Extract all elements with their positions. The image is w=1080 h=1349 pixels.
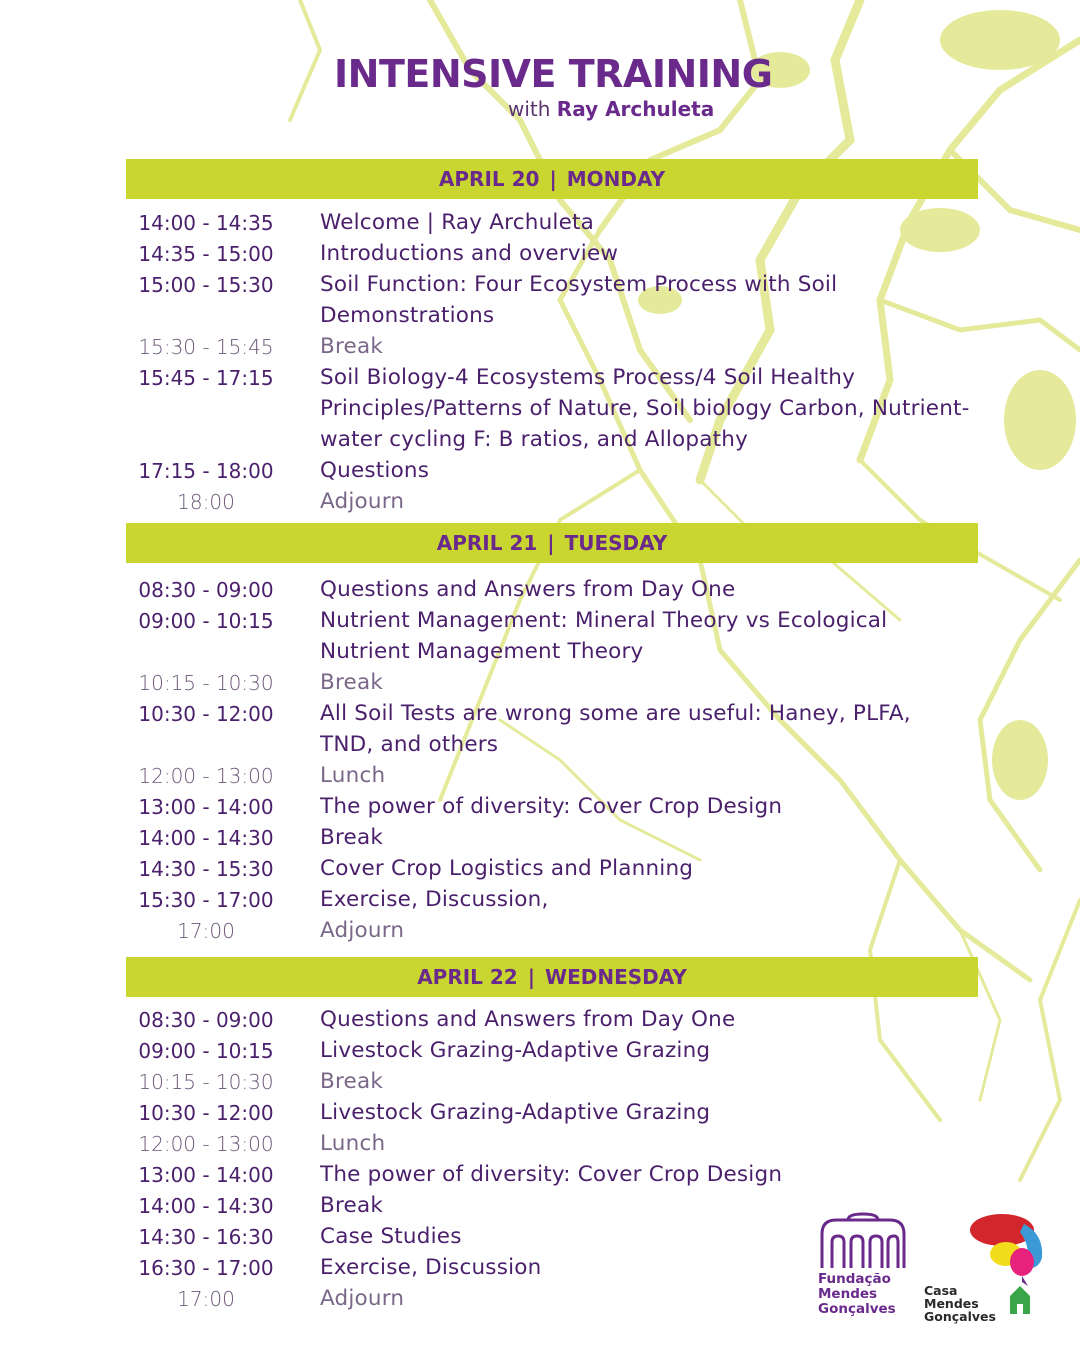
schedule-row [0,574,1080,605]
session-time: 09:00 - 10:15 [138,609,274,633]
schedule-row [0,822,1080,853]
session-activity: Soil Biology-4 Ecosystems Process/4 Soil Healthy Principles/Patterns of Nature, Soil biology Carbon, Nutrient-water cycling F: B ratios, and Allopathy [320,365,970,452]
session-time: 14:00 - 14:35 [138,211,274,235]
session-activity: Lunch [320,763,386,788]
session-activity: Livestock Grazing-Adaptive Grazing [320,1038,711,1063]
session-activity: Adjourn [320,489,405,514]
page-title: INTENSIVE TRAINING [334,52,773,96]
session-activity: Introductions and overview [320,241,619,266]
day-header-wednesday [126,957,978,997]
session-time: 09:00 - 10:15 [138,1039,274,1063]
schedule-row [0,486,1080,517]
session-time: 15:30 - 15:45 [138,335,274,359]
schedule-row [0,853,1080,884]
schedule-row [0,207,1080,238]
schedule-row [0,238,1080,269]
session-activity: Exercise, Discussion [320,1255,542,1280]
schedule-monday [0,207,1080,517]
session-time: 17:00 [177,1287,235,1311]
session-time: 12:00 - 13:00 [138,1132,274,1156]
schedule-row [0,455,1080,486]
session-time: 15:45 - 17:15 [138,366,274,390]
schedule-row [0,915,1080,946]
schedule-row [0,269,1080,331]
session-time: 15:30 - 17:00 [138,888,274,912]
subtitle [508,97,714,121]
session-time: 16:30 - 17:00 [138,1256,274,1280]
session-activity: Break [320,1069,383,1094]
session-activity: Nutrient Management: Mineral Theory vs Ecological Nutrient Management Theory [320,608,888,664]
session-time: 18:00 [177,490,235,514]
session-activity: Adjourn [320,918,405,943]
day-weekday: TUESDAY [564,531,668,555]
session-activity: Break [320,825,383,850]
day-date: APRIL 21 [436,531,538,555]
fundacao-building-logo-icon [818,1212,908,1272]
session-time: 14:00 - 14:30 [138,1194,274,1218]
session-time: 10:30 - 12:00 [138,1101,274,1125]
schedule-row [0,791,1080,822]
schedule-row [0,331,1080,362]
session-activity: Break [320,1193,383,1218]
schedule-row [0,1097,1080,1128]
schedule-row [0,884,1080,915]
session-time: 14:00 - 14:30 [138,826,274,850]
session-activity: Break [320,334,383,359]
day-separator: | [549,167,557,191]
session-activity: The power of diversity: Cover Crop Design [320,794,783,819]
session-activity: Welcome | Ray Archuleta [320,210,595,235]
session-activity: Exercise, Discussion, [320,887,549,912]
subtitle-prefix: with [508,97,551,121]
session-time: 10:30 - 12:00 [138,702,274,726]
session-activity: Soil Function: Four Ecosystem Process with Soil Demonstrations [320,272,838,328]
session-time: 14:30 - 15:30 [138,857,274,881]
schedule-wednesday [0,1004,1080,1314]
session-activity: Questions [320,458,430,483]
day-separator: | [527,965,536,989]
schedule-row [0,1190,1080,1221]
session-activity: Questions and Answers from Day One [320,577,736,602]
session-time: 12:00 - 13:00 [138,764,274,788]
day-separator: | [547,531,555,555]
session-activity: Cover Crop Logistics and Planning [320,856,694,881]
schedule-row [0,362,1080,455]
session-time: 08:30 - 09:00 [138,1008,274,1032]
day-date: APRIL 20 [438,167,540,191]
trainer-name: Ray Archuleta [556,97,715,121]
day-header-tuesday [126,523,978,563]
casa-logo-text: Casa Mendes Gonçalves [924,1283,996,1324]
casa-colorful-logo-icon [968,1212,1048,1322]
session-time: 13:00 - 14:00 [138,1163,274,1187]
session-activity: The power of diversity: Cover Crop Design [320,1162,783,1187]
schedule-row [0,1035,1080,1066]
schedule-row [0,1066,1080,1097]
schedule-row [0,760,1080,791]
session-time: 14:35 - 15:00 [138,242,274,266]
session-activity: Questions and Answers from Day One [320,1007,736,1032]
schedule-row [0,1283,1080,1314]
session-activity: Break [320,670,383,695]
session-time: 15:00 - 15:30 [138,273,274,297]
schedule-row [0,1159,1080,1190]
day-weekday: MONDAY [566,167,666,191]
session-time: 13:00 - 14:00 [138,795,274,819]
session-activity: Livestock Grazing-Adaptive Grazing [320,1100,711,1125]
session-activity: All Soil Tests are wrong some are useful: Haney, PLFA, TND, and others [320,701,911,757]
session-activity: Adjourn [320,1286,405,1311]
session-activity: Lunch [320,1131,386,1156]
schedule-row [0,1252,1080,1283]
session-time: 10:15 - 10:30 [138,671,274,695]
session-activity: Case Studies [320,1224,462,1249]
schedule-row [0,1004,1080,1035]
schedule-row [0,605,1080,667]
day-weekday: WEDNESDAY [545,965,687,989]
day-date: APRIL 22 [417,965,518,989]
session-time: 08:30 - 09:00 [138,578,274,602]
fundacao-logo-text: Fundação Mendes Gonçalves [818,1271,896,1317]
session-time: 14:30 - 16:30 [138,1225,274,1249]
schedule-row [0,1128,1080,1159]
schedule-row [0,698,1080,760]
session-time: 17:00 [177,919,235,943]
session-time: 10:15 - 10:30 [138,1070,274,1094]
schedule-tuesday [0,574,1080,946]
day-header-monday [126,159,978,199]
schedule-row [0,667,1080,698]
session-time: 17:15 - 18:00 [138,459,274,483]
schedule-row [0,1221,1080,1252]
